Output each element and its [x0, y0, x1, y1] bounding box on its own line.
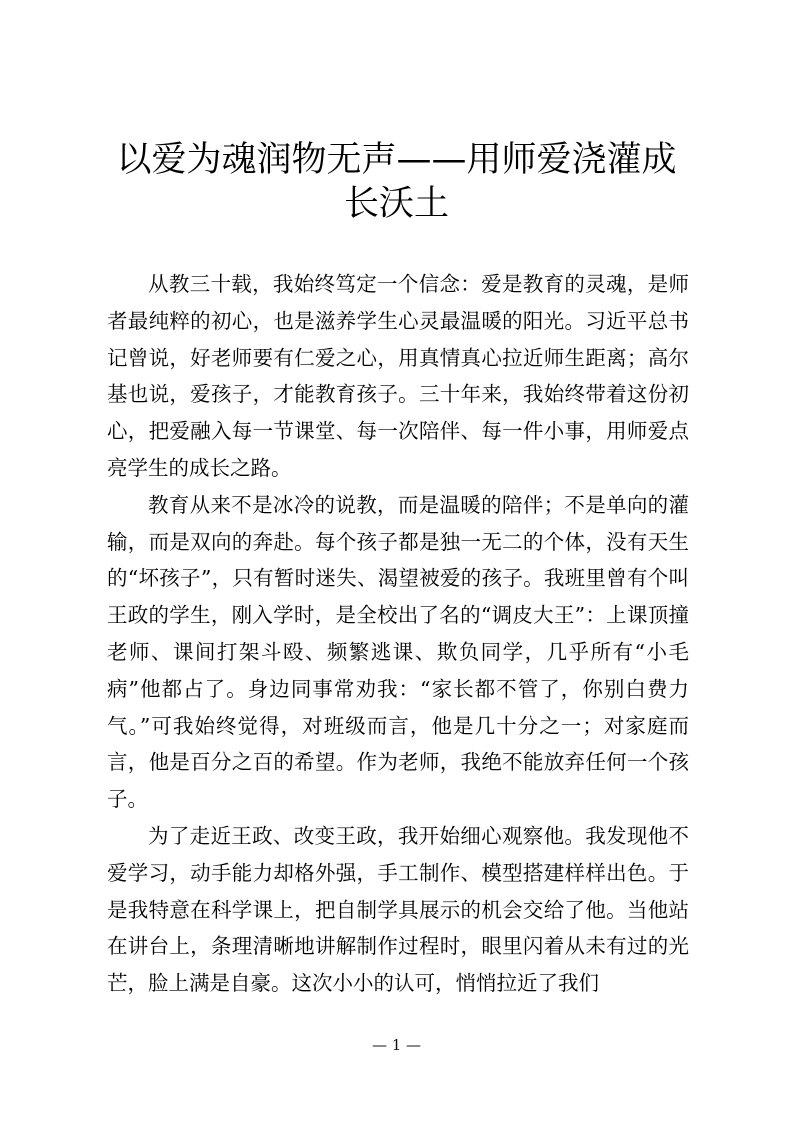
paragraph-1: 从教三十载，我始终笃定一个信念：爱是教育的灵魂，是师者最纯粹的初心，也是滋养学生心灵最温暖的阳光。习近平总书记曾说，好老师要有仁爱之心，用真情真心拉近师生距离；高尔基也说，爱孩子，才能教育孩子。三十年来，我始终带着这份初心，把爱融入每一节课堂、每一次陪伴、每一件小事，用师爱点亮学生的成长之路。: [107, 272, 689, 480]
document-title: 以爱为魂润物无声——用师爱浇灌成长沃土: [116, 140, 677, 224]
paragraph-2: 教育从来不是冰冷的说教，而是温暖的陪伴；不是单向的灌输，而是双向的奔赴。每个孩子都是独一无二的个体，没有天生的“坏孩子”，只有暂时迷失、渴望被爱的孩子。我班里曾有个叫王政的学生，刚入学时，是全校出了名的“调皮大王”：上课顶撞老师、课间打架斗殴、频繁逃课、欺负同学，几乎所有“小毛病”他都占了。身边同事常劝我：“家长都不管了，你别白费力气。”可我始终觉得，对班级而言，他是几十分之一；对家庭而言，他是百分之百的希望。作为老师，我绝不能放弃任何一个孩子。: [107, 492, 689, 812]
document-body: [107, 266, 689, 1002]
page-number: — 1 —: [371, 1036, 422, 1054]
paragraph-3: 为了走近王政、改变王政，我开始细心观察他。我发现他不爱学习，动手能力却格外强，手工制作、模型搭建样样出色。于是我特意在科学课上，把自制学具展示的机会交给了他。当他站在讲台上，条理清晰地讲解制作过程时，眼里闪着从未有过的光芒，脸上满是自豪。这次小小的认可，悄悄拉近了我们: [107, 823, 689, 996]
